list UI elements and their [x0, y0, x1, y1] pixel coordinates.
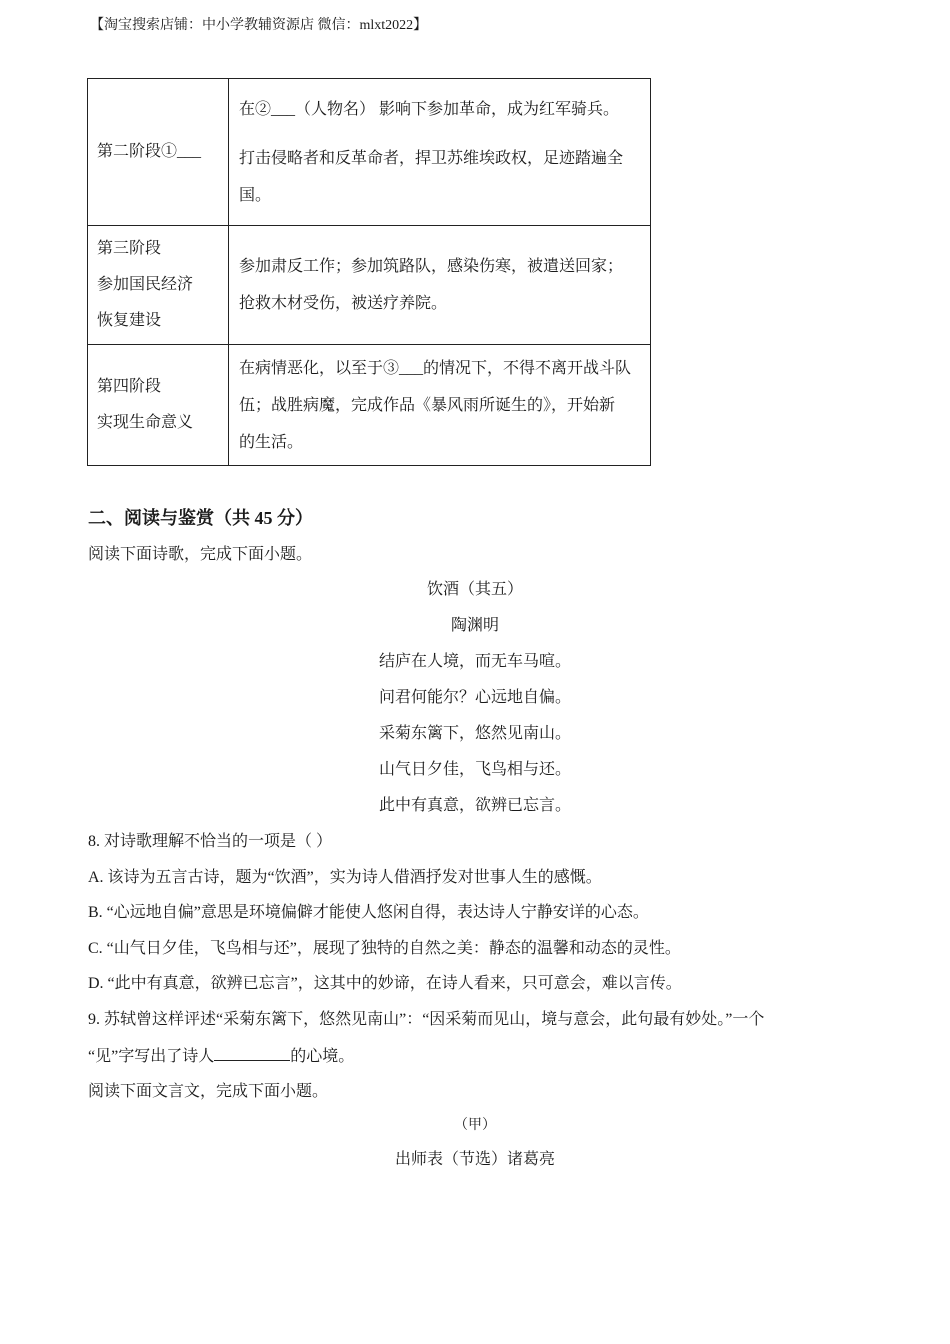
description-cell — [229, 79, 651, 226]
question-8-option-c: C. “山气日夕佳，飞鸟相与还”，展现了独特的自然之美：静态的温馨和动态的灵性。 — [88, 940, 681, 957]
poem-line: 山气日夕佳，飞鸟相与还。 — [378, 759, 571, 778]
stage-cell — [88, 79, 229, 226]
stage-cell — [88, 226, 229, 345]
poem-line: 结庐在人境，而无车马喧。 — [378, 651, 571, 670]
stage-line: 参加国民经济 — [97, 276, 194, 293]
description-cell — [229, 226, 651, 345]
description-cell — [229, 345, 651, 466]
question-9-text: 的心境。 — [290, 1048, 355, 1065]
question-8-option-b: B. “心远地自偏”意思是环境偏僻才能使人悠闲自得，表达诗人宁静安详的心态。 — [88, 904, 649, 921]
classical-part-label: （甲） — [454, 1118, 496, 1133]
stage-line: 第四阶段 — [97, 378, 162, 395]
poem-line: 采菊东篱下，悠然见南山。 — [378, 723, 571, 742]
description-line: 伍；战胜病魔，完成作品《暴风雨所诞生的》，开始新 — [239, 396, 616, 414]
question-8-stem: 8. 对诗歌理解不恰当的一项是（ ） — [88, 833, 333, 850]
stage-line: 实现生命意义 — [97, 414, 194, 431]
description-line: 打击侵略者和反革命者，捍卫苏维埃政权，足迹踏遍全 — [239, 149, 624, 167]
poem-line: 问君何能尔？心远地自偏。 — [378, 687, 571, 706]
question-8-option-a: A. 该诗为五言古诗，题为“饮酒”，实为诗人借酒抒发对世事人生的感慨。 — [88, 869, 602, 886]
poem-author: 陶渊明 — [450, 615, 499, 634]
stages-table — [87, 78, 651, 466]
classical-instruction: 阅读下面文言文，完成下面小题。 — [88, 1083, 329, 1100]
stage-line: 恢复建设 — [97, 312, 162, 329]
stage-line: 第二阶段①___ — [97, 143, 202, 160]
section-title: 二、阅读与鉴赏（共 45 分） — [88, 508, 313, 528]
description-line: 在②___（人物名） 影响下参加革命，成为红军骑兵。 — [239, 100, 620, 118]
question-9-line1: 9. 苏轼曾这样评述“采菊东篱下，悠然见南山”：“因采菊而见山，境与意会，此句最有妙处。”一个 — [88, 1011, 765, 1028]
table-row — [88, 345, 651, 466]
description-line: 抢救木材受伤，被送疗养院。 — [239, 295, 448, 312]
stage-cell — [88, 345, 229, 466]
poem-instruction: 阅读下面诗歌，完成下面小题。 — [88, 546, 313, 563]
question-9-line2 — [88, 1043, 354, 1066]
table-row — [88, 79, 651, 226]
question-9-text: “见”字写出了诗人 — [88, 1048, 215, 1065]
poem-title: 饮酒（其五） — [426, 579, 523, 598]
header-note: 【淘宝搜索店铺：中小学教辅资源店 微信：mlxt2022】 — [90, 18, 428, 33]
description-line: 参加肃反工作；参加筑路队，感染伤寒，被遣送回家； — [239, 258, 624, 275]
question-8-option-d: D. “此中有真意，欲辨已忘言”，这其中的妙谛，在诗人看来，只可意会，难以言传。 — [88, 975, 682, 992]
classical-title: 出师表（节选）诸葛亮 — [394, 1149, 555, 1168]
stage-line: 第三阶段 — [97, 240, 162, 257]
poem-line: 此中有真意，欲辨已忘言。 — [378, 795, 571, 814]
table-row — [88, 226, 651, 345]
description-line: 的生活。 — [239, 433, 304, 451]
description-line: 国。 — [239, 186, 272, 204]
answer-blank[interactable] — [214, 1046, 290, 1061]
description-line: 在病情恶化，以至于③___的情况下，不得不离开战斗队 — [239, 359, 632, 377]
